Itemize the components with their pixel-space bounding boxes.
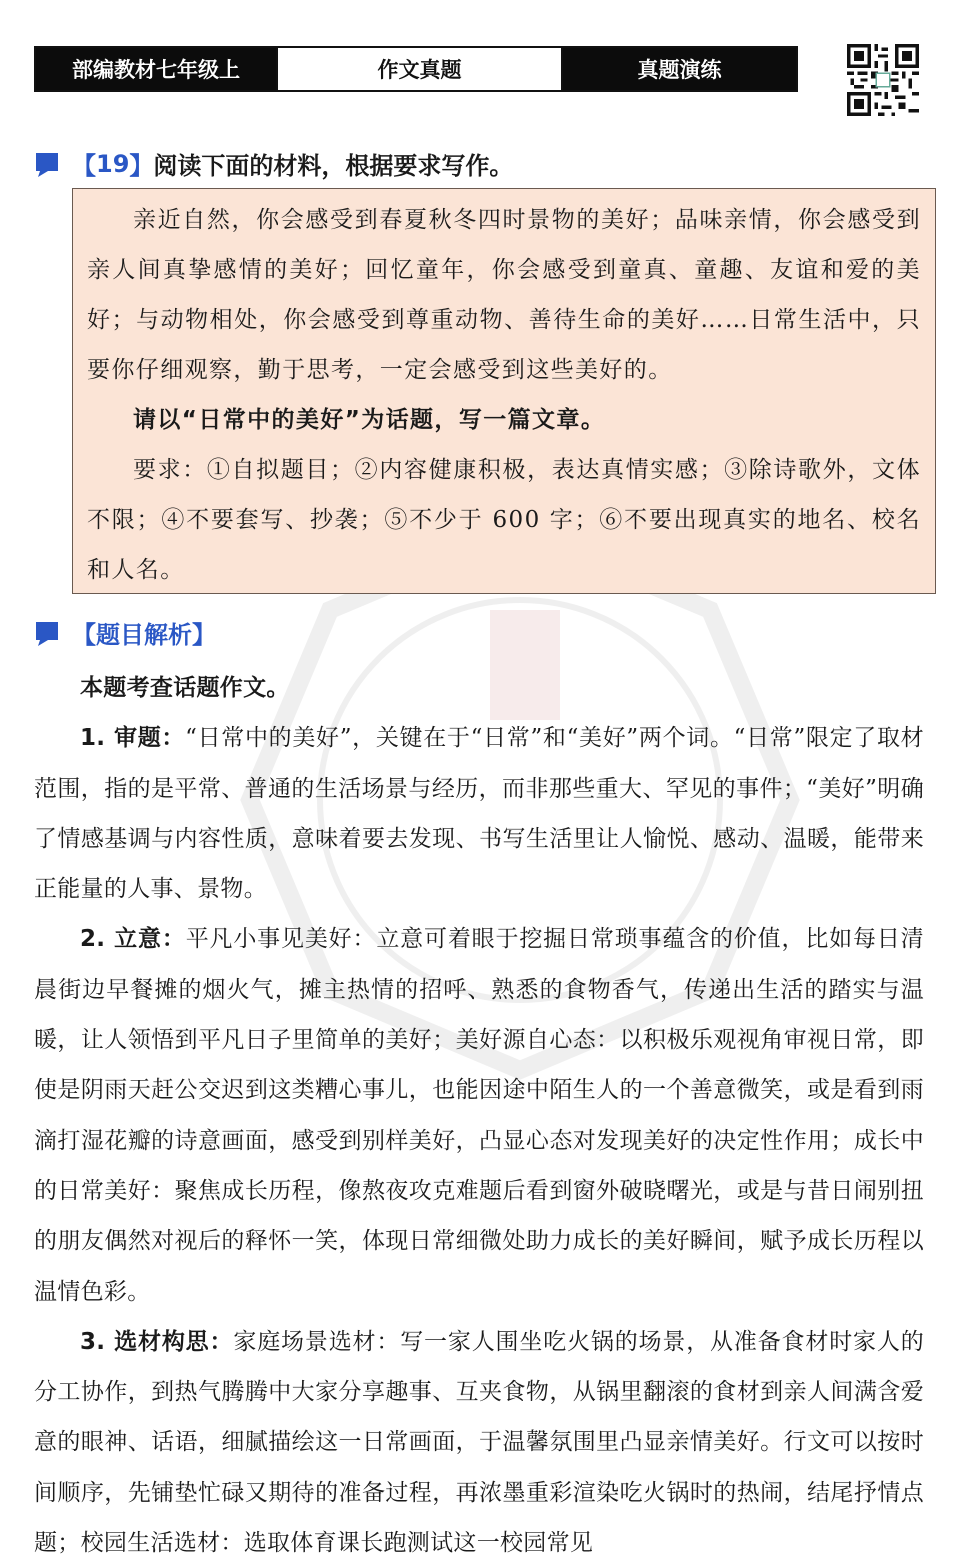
material-requirements: 要求：①自拟题目；②内容健康积极，表达真情实感；③除诗歌外，文体不限；④不要套写、抄袭；⑤不少于 600 字；⑥不要出现真实的地名、校名和人名。 [87,457,921,583]
material-topic: 请以“日常中的美好”为话题，写一篇文章。 [133,407,606,433]
bookmark-flag-icon [34,149,64,179]
analysis-heading: 【 题目解析 】 [34,615,216,650]
analysis-point-text: 家庭场景选材：写一家人围坐吃火锅的场景，从准备食材时家人的分工协作，到热气腾腾中大家分享趣事、互夹食物，从锅里翻滚的食材到亲人间满含爱意的眼神、话语，细腻描绘这一日常画面，于温馨氛围里凸显亲情美好。行文可以按时间顺序，先铺垫忙碌又期待的准备过程，再浓墨重彩渲染吃火锅时的热闹，结尾抒情点题；校园生活选材：选取体育课长跑测试这一校园常见 [34,1328,924,1557]
material-passage: 亲近自然，你会感受到春夏秋冬四时景物的美好；品味亲情，你会感受到亲人间真挚感情的美好；回忆童年，你会感受到童真、童趣、友谊和爱的美好；与动物相处，你会感受到尊重动物、善待生命的美好……日常生活中，只要你仔细观察，勤于思考，一定会感受到这些美好的。 [87,207,921,383]
analysis-body [34,663,924,1568]
header-grade-label: 部编教材七年级上 [36,48,276,90]
question-instruction: 阅读下面的材料，根据要求写作。 [153,152,514,180]
material-box [72,188,936,594]
analysis-point [34,1317,924,1568]
qr-code-icon [847,44,919,116]
page-header-bar [34,46,798,92]
analysis-point [34,713,924,914]
header-category-label: 作文真题 [276,48,563,90]
analysis-point-text: 平凡小事见美好：立意可着眼于挖掘日常琐事蕴含的价值，比如每日清晨街边早餐摊的烟火气，摊主热情的招呼、熟悉的食物香气，传递出生活的踏实与温暖，让人领悟到平凡日子里简单的美好；美好源自心态：以积极乐观视角审视日常，即使是阴雨天赶公交迟到这类糟心事儿，也能因途中陌生人的一个善意微笑，或是看到雨滴打湿花瓣的诗意画面，感受到别样美好，凸显心态对发现美好的决定性作用；成长中的日常美好：聚焦成长历程，像熬夜攻克难题后看到窗外破晓曙光，或是与昔日闹别扭的朋友偶然对视后的释怀一笑，体现日常细微处助力成长的美好瞬间，赋予成长历程以温情色彩。 [34,926,924,1305]
analysis-point [34,914,924,1316]
question-heading: 【 19 】 阅读下面的材料，根据要求写作。 [34,146,513,181]
analysis-point-text: “日常中的美好”，关键在于“日常”和“美好”两个词。“日常”限定了取材范围，指的是平常、普通的生活场景与经历，而非那些重大、罕见的事件；“美好”明确了情感基调与内容性质，意味着要去发现、书写生活里让人愉悦、感动、温暖，能带来正能量的人事、景物。 [34,725,924,903]
analysis-intro: 本题考查话题作文。 [80,675,290,701]
header-section-label: 真题演练 [563,48,796,90]
analysis-point-label: 1. 审题： [80,725,186,752]
bookmark-flag-icon [34,618,64,648]
question-number: 19 [96,149,130,178]
analysis-point-label: 2. 立意： [80,926,186,953]
analysis-title: 题目解析 [96,621,192,649]
analysis-point-label: 3. 选材构思： [80,1328,234,1355]
